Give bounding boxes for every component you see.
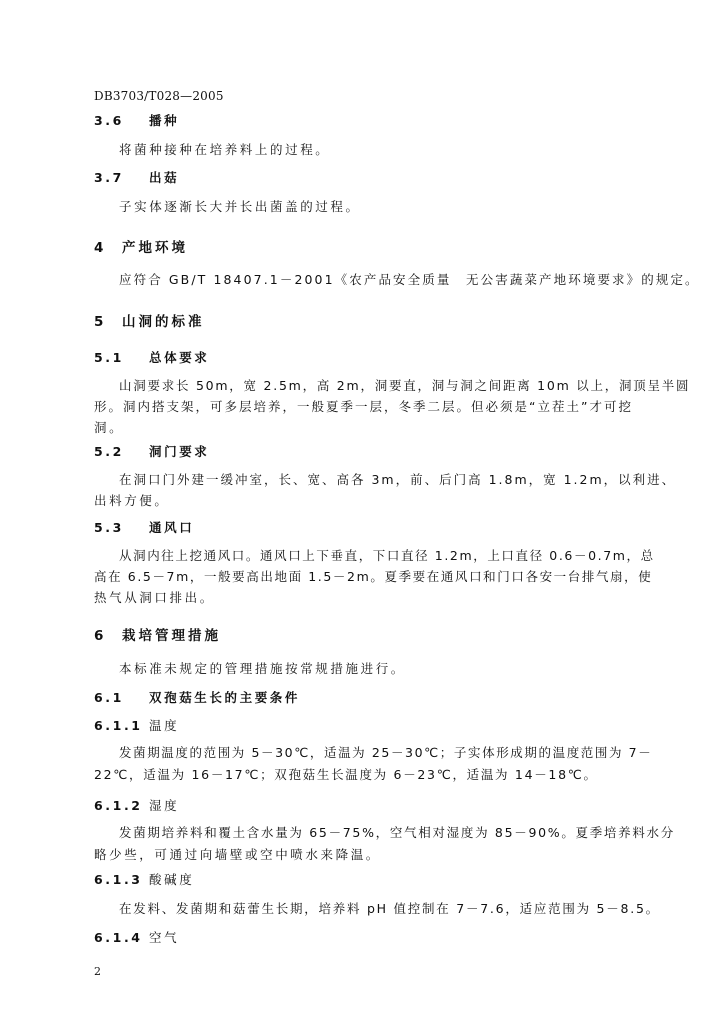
- section-title: 湿度: [149, 798, 180, 813]
- section-6-1-3-heading: [94, 870, 194, 888]
- paragraph-line: 形。洞内搭支架，可多层培养，一般夏季一层，冬季二层。但必须是“立茬土”才可挖: [94, 399, 633, 414]
- paragraph-line: 从洞内往上挖通风口。通风口上下垂直，下口直径 1.2m，上口直径 0.6－0.7m，总: [119, 548, 655, 563]
- section-title: 栽培管理措施: [122, 628, 221, 644]
- section-6-1-2-heading: [94, 796, 179, 814]
- section-6-1-4-heading: [94, 928, 179, 946]
- page-number: 2: [94, 965, 101, 978]
- section-5-2-heading: [94, 442, 209, 460]
- section-title: 出菇: [149, 170, 180, 185]
- section-number: 4: [94, 240, 107, 256]
- section-title: 温度: [149, 718, 180, 733]
- section-title: 总体要求: [149, 350, 210, 365]
- section-number: 5.1: [94, 350, 124, 365]
- paragraph-line: 应符合 GB/T 18407.1－2001《农产品安全质量 无公害蔬菜产地环境要求》的规定。: [119, 272, 700, 287]
- section-number: 6: [94, 628, 107, 644]
- section-number: 6.1.4: [94, 930, 143, 945]
- paragraph-line: 在发料、发菌期和菇蕾生长期，培养料 pH 值控制在 7－7.6，适应范围为 5－8.5。: [119, 901, 660, 916]
- section-title: 播种: [149, 113, 180, 128]
- section-5-3-heading: [94, 518, 194, 536]
- paragraph-line: 发菌期培养料和覆土含水量为 65－75%，空气相对湿度为 85－90%。夏季培养料水分: [119, 825, 675, 840]
- section-title: 山洞的标准: [122, 314, 205, 330]
- section-number: 3.7: [94, 170, 124, 185]
- section-3-7-heading: [94, 168, 179, 186]
- section-number: 6.1.1: [94, 718, 143, 733]
- paragraph-line: 将菌种接种在培养料上的过程。: [119, 142, 331, 157]
- section-number: 6.1.3: [94, 872, 143, 887]
- section-5-heading: [94, 310, 205, 330]
- paragraph-line: 22℃，适温为 16－17℃；双孢菇生长温度为 6－23℃，适温为 14－18℃。: [94, 767, 598, 782]
- paragraph-line: 洞。: [94, 420, 125, 435]
- paragraph-line: 子实体逐渐长大并长出菌盖的过程。: [119, 199, 361, 214]
- section-6-1-heading: [94, 688, 300, 706]
- paragraph-line: 略少些，可通过向墙壁或空中喷水来降温。: [94, 847, 381, 862]
- section-4-heading: [94, 236, 188, 256]
- section-title: 洞门要求: [149, 444, 210, 459]
- section-title: 产地环境: [122, 240, 188, 256]
- section-title: 酸碱度: [149, 872, 195, 887]
- section-number: 5.2: [94, 444, 124, 459]
- paragraph-line: 本标准未规定的管理措施按常规措施进行。: [119, 661, 406, 676]
- section-number: 6.1: [94, 690, 124, 705]
- section-title: 空气: [149, 930, 180, 945]
- paragraph-line: 发菌期温度的范围为 5－30℃，适温为 25－30℃；子实体形成期的温度范围为 7－: [119, 745, 653, 760]
- section-3-6-heading: [94, 111, 179, 129]
- paragraph-line: 热气从洞口排出。: [94, 590, 215, 605]
- paragraph-line: 出料方便。: [94, 493, 170, 508]
- section-6-heading: [94, 624, 221, 644]
- section-number: 5: [94, 314, 107, 330]
- section-number: 3.6: [94, 113, 124, 128]
- section-title: 通风口: [149, 520, 195, 535]
- section-number: 5.3: [94, 520, 124, 535]
- paragraph-line: 山洞要求长 50m，宽 2.5m，高 2m，洞要直，洞与洞之间距离 10m 以上，洞顶呈半圆: [119, 378, 691, 393]
- section-number: 6.1.2: [94, 798, 143, 813]
- section-title: 双孢菇生长的主要条件: [149, 690, 301, 705]
- section-6-1-1-heading: [94, 716, 179, 734]
- paragraph-line: 在洞口门外建一缓冲室，长、宽、高各 3m，前、后门高 1.8m，宽 1.2m，以利进、: [119, 472, 677, 487]
- paragraph-line: 高在 6.5－7m，一般要高出地面 1.5－2m。夏季要在通风口和门口各安一台排气扇，使: [94, 569, 653, 584]
- document-code: DB3703/T028—2005: [94, 89, 224, 103]
- section-5-1-heading: [94, 348, 209, 366]
